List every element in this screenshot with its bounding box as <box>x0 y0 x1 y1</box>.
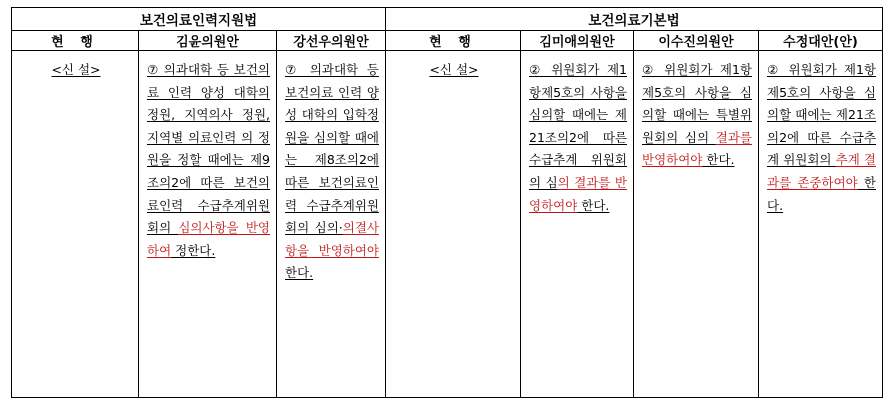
kang-sunwoo-ending: 한다. <box>285 265 314 281</box>
revision-text: ② 위원회가 제1항제5호의 사항을 심의할 때에는 제21조의2에 따른 수급추계 위원회의 <box>767 62 876 168</box>
lee-sujin-change: 결과를 반영하여야 <box>642 129 752 168</box>
cell-current-2 <box>386 51 521 398</box>
kim-yoon-ending: 정한다. <box>171 242 216 258</box>
cell-revision <box>759 51 883 398</box>
kim-yoon-text: ⑦ 의과대학 등 보건의료 인력 양성 대학의 정원, 지역의사 정원, 지역별 의료인력 의 정원을 정할 때에는 제9조의2에 따른 보건의료인력 수급추계위원 회의 <box>147 62 270 236</box>
kang-sunwoo-change: 의결사항을 반영하여야 <box>285 220 379 258</box>
revision-ending: 한다. <box>767 174 876 213</box>
col-header-kim-yoon: 김윤의원안 <box>139 31 277 51</box>
cell-lee-sujin <box>634 51 759 398</box>
lee-sujin-ending: 한다. <box>702 152 735 168</box>
cell-kim-mihae <box>521 51 634 398</box>
cell-kim-yoon <box>139 51 277 398</box>
col-header-kim-mihae: 김미애의원안 <box>521 31 634 51</box>
comparison-table <box>11 7 883 398</box>
group-header-health-workforce-act: 보건의료인력지원법 <box>12 8 386 31</box>
kang-sunwoo-text: ⑦ 의과대학 등 보건의료 인력 양성 대학의 입학정원을 심의할 때에는 제8조의2에 따른 보건의료인력 수급추계위원 회의 심의· <box>285 62 379 236</box>
col-header-kang-sunwoo: 강선우의원안 <box>277 31 386 51</box>
col-header-current-1: 현 행 <box>12 31 139 51</box>
new-provision-text: <신 설> <box>51 62 101 77</box>
col-header-current-2: 현 행 <box>386 31 521 51</box>
col-header-revision: 수정대안(안) <box>759 31 883 51</box>
cell-kang-sunwoo <box>277 51 386 398</box>
kim-mihae-change: 의 결과를 반영하여야 <box>529 174 627 213</box>
lee-sujin-text: ② 위원회가 제1항제5호의 사항을 심의할 때에는 특별위원회의 심의 <box>642 62 752 145</box>
kim-yoon-change: 심의사항을 반영하여 <box>147 220 270 258</box>
col-header-lee-sujin: 이수진의원안 <box>634 31 759 51</box>
kim-mihae-text: ② 위원회가 제1항제5호의 사항을 심의할 때에는 제21조의2에 따른 수급추계 위원회의 심 <box>529 62 627 190</box>
revision-change: 추계 결과를 존중하여야 <box>767 152 876 190</box>
group-header-framework-act: 보건의료기본법 <box>386 8 883 31</box>
new-provision-text: <신 설> <box>429 62 479 77</box>
kim-mihae-ending: 한다. <box>577 197 610 213</box>
cell-current-1 <box>12 51 139 398</box>
